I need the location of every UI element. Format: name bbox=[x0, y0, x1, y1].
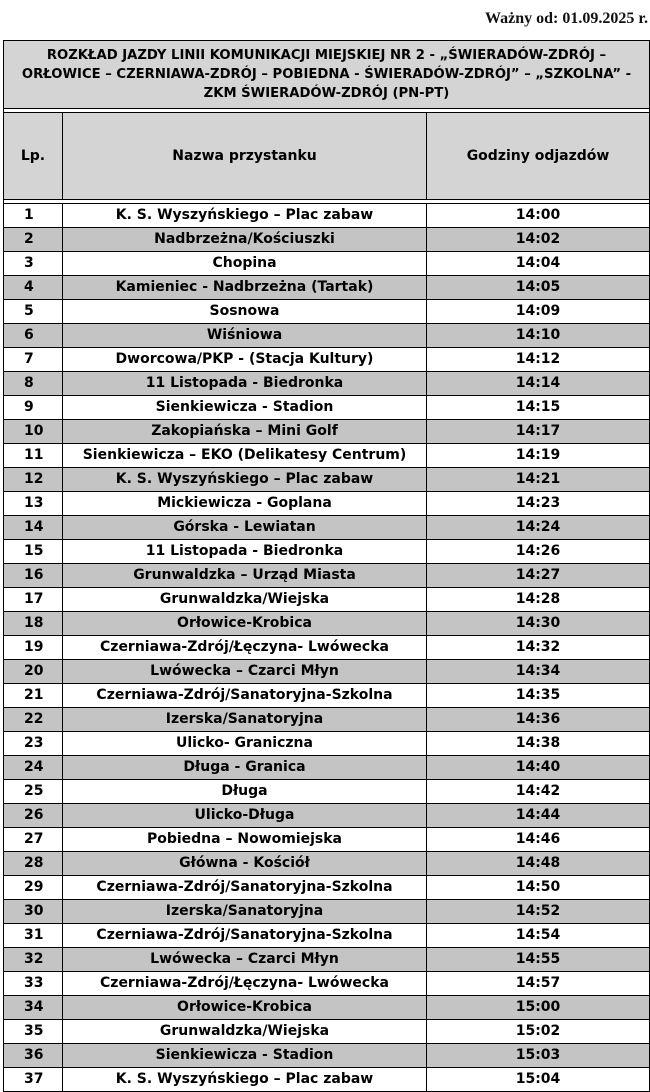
stop-name: Lwówecka – Czarci Młyn bbox=[63, 660, 427, 684]
row-number: 4 bbox=[4, 276, 63, 300]
table-row bbox=[4, 468, 650, 492]
table-row bbox=[4, 756, 650, 780]
stop-name: Pobiedna – Nowomiejska bbox=[63, 828, 427, 852]
departure-time: 15:02 bbox=[427, 1020, 650, 1044]
stop-name: Sienkiewicza - Stadion bbox=[63, 1044, 427, 1068]
departure-time: 14:21 bbox=[427, 468, 650, 492]
row-number: 6 bbox=[4, 324, 63, 348]
row-number: 36 bbox=[4, 1044, 63, 1068]
stop-name: Chopina bbox=[63, 252, 427, 276]
row-number: 1 bbox=[4, 204, 63, 228]
row-number: 12 bbox=[4, 468, 63, 492]
row-number: 8 bbox=[4, 372, 63, 396]
table-row bbox=[4, 708, 650, 732]
stop-name: Grunwaldzka/Wiejska bbox=[63, 588, 427, 612]
column-header-stop: Nazwa przystanku bbox=[63, 113, 427, 200]
row-number: 22 bbox=[4, 708, 63, 732]
stop-name: Czerniawa-Zdrój/Sanatoryjna-Szkolna bbox=[63, 924, 427, 948]
departure-time: 14:38 bbox=[427, 732, 650, 756]
departure-time: 14:55 bbox=[427, 948, 650, 972]
stop-name: Izerska/Sanatoryjna bbox=[63, 900, 427, 924]
stop-name: 11 Listopada - Biedronka bbox=[63, 372, 427, 396]
stop-name: Dworcowa/PKP - (Stacja Kultury) bbox=[63, 348, 427, 372]
table-row bbox=[4, 900, 650, 924]
table-row bbox=[4, 876, 650, 900]
table-row bbox=[4, 948, 650, 972]
stop-name: Sienkiewicza – EKO (Delikatesy Centrum) bbox=[63, 444, 427, 468]
table-row bbox=[4, 372, 650, 396]
row-number: 7 bbox=[4, 348, 63, 372]
departure-time: 15:00 bbox=[427, 996, 650, 1020]
row-number: 16 bbox=[4, 564, 63, 588]
table-row bbox=[4, 204, 650, 228]
stop-name: Czerniawa-Zdrój/Sanatoryjna-Szkolna bbox=[63, 876, 427, 900]
stop-name: Mickiewicza - Goplana bbox=[63, 492, 427, 516]
row-number: 9 bbox=[4, 396, 63, 420]
departure-time: 14:26 bbox=[427, 540, 650, 564]
departure-time: 14:54 bbox=[427, 924, 650, 948]
departure-time: 14:57 bbox=[427, 972, 650, 996]
stop-name: Orłowice-Krobica bbox=[63, 996, 427, 1020]
table-row bbox=[4, 804, 650, 828]
departure-time: 14:52 bbox=[427, 900, 650, 924]
table-row bbox=[4, 972, 650, 996]
row-number: 34 bbox=[4, 996, 63, 1020]
row-number: 24 bbox=[4, 756, 63, 780]
row-number: 20 bbox=[4, 660, 63, 684]
table-row bbox=[4, 420, 650, 444]
departure-time: 14:42 bbox=[427, 780, 650, 804]
departure-time: 14:44 bbox=[427, 804, 650, 828]
table-row bbox=[4, 564, 650, 588]
row-number: 25 bbox=[4, 780, 63, 804]
column-header-lp: Lp. bbox=[4, 113, 63, 200]
departure-time: 14:09 bbox=[427, 300, 650, 324]
row-number: 11 bbox=[4, 444, 63, 468]
row-number: 32 bbox=[4, 948, 63, 972]
stop-name: Kamieniec - Nadbrzeżna (Tartak) bbox=[63, 276, 427, 300]
table-row bbox=[4, 684, 650, 708]
title-row bbox=[4, 41, 650, 109]
row-number: 3 bbox=[4, 252, 63, 276]
timetable-title: ROZKŁAD JAZDY LINII KOMUNIKACJI MIEJSKIEJ NR 2 - „ŚWIERADÓW-ZDRÓJ – ORŁOWICE – CZERNIAWA-ZDRÓJ – POBIEDNA - ŚWIERADÓW-ZDRÓJ” – „SZKOLNA” - ZKM ŚWIERADÓW-ZDRÓJ (PN-PT) bbox=[4, 41, 650, 109]
timetable bbox=[3, 40, 650, 1092]
table-row bbox=[4, 660, 650, 684]
column-header-time: Godziny odjazdów bbox=[427, 113, 650, 200]
table-row bbox=[4, 996, 650, 1020]
table-row bbox=[4, 540, 650, 564]
stop-name: Czerniawa-Zdrój/Łęczyna- Lwówecka bbox=[63, 972, 427, 996]
row-number: 30 bbox=[4, 900, 63, 924]
departure-time: 14:50 bbox=[427, 876, 650, 900]
table-row bbox=[4, 396, 650, 420]
stop-name: K. S. Wyszyńskiego – Plac zabaw bbox=[63, 468, 427, 492]
table-row bbox=[4, 492, 650, 516]
row-number: 29 bbox=[4, 876, 63, 900]
row-number: 35 bbox=[4, 1020, 63, 1044]
row-number: 19 bbox=[4, 636, 63, 660]
table-row bbox=[4, 636, 650, 660]
row-number: 37 bbox=[4, 1068, 63, 1092]
stop-name: Długa bbox=[63, 780, 427, 804]
departure-time: 14:27 bbox=[427, 564, 650, 588]
table-row bbox=[4, 852, 650, 876]
stop-name: Orłowice-Krobica bbox=[63, 612, 427, 636]
row-number: 5 bbox=[4, 300, 63, 324]
stop-name: Czerniawa-Zdrój/Łęczyna- Lwówecka bbox=[63, 636, 427, 660]
table-row bbox=[4, 612, 650, 636]
row-number: 13 bbox=[4, 492, 63, 516]
table-row bbox=[4, 1020, 650, 1044]
header-row bbox=[4, 113, 650, 200]
stop-name: K. S. Wyszyńskiego – Plac zabaw bbox=[63, 1068, 427, 1092]
departure-time: 14:02 bbox=[427, 228, 650, 252]
table-row bbox=[4, 588, 650, 612]
row-number: 14 bbox=[4, 516, 63, 540]
stop-name: Grunwaldzka – Urząd Miasta bbox=[63, 564, 427, 588]
row-number: 10 bbox=[4, 420, 63, 444]
stop-name: Lwówecka – Czarci Młyn bbox=[63, 948, 427, 972]
row-number: 28 bbox=[4, 852, 63, 876]
stop-name: Ulicko- Graniczna bbox=[63, 732, 427, 756]
departure-time: 14:14 bbox=[427, 372, 650, 396]
departure-time: 14:15 bbox=[427, 396, 650, 420]
table-row bbox=[4, 228, 650, 252]
stop-name: Główna - Kościół bbox=[63, 852, 427, 876]
stop-name: Ulicko-Długa bbox=[63, 804, 427, 828]
table-row bbox=[4, 252, 650, 276]
row-number: 26 bbox=[4, 804, 63, 828]
departure-time: 14:48 bbox=[427, 852, 650, 876]
row-number: 27 bbox=[4, 828, 63, 852]
stop-name: Izerska/Sanatoryjna bbox=[63, 708, 427, 732]
stop-name: Zakopiańska – Mini Golf bbox=[63, 420, 427, 444]
row-number: 17 bbox=[4, 588, 63, 612]
stop-name: Długa - Granica bbox=[63, 756, 427, 780]
stop-name: 11 Listopada - Biedronka bbox=[63, 540, 427, 564]
departure-time: 14:35 bbox=[427, 684, 650, 708]
row-number: 2 bbox=[4, 228, 63, 252]
table-row bbox=[4, 348, 650, 372]
departure-time: 15:04 bbox=[427, 1068, 650, 1092]
table-row bbox=[4, 300, 650, 324]
row-number: 23 bbox=[4, 732, 63, 756]
row-number: 15 bbox=[4, 540, 63, 564]
departure-time: 14:00 bbox=[427, 204, 650, 228]
stop-name: Górska - Lewiatan bbox=[63, 516, 427, 540]
departure-time: 14:46 bbox=[427, 828, 650, 852]
row-number: 21 bbox=[4, 684, 63, 708]
departure-time: 14:34 bbox=[427, 660, 650, 684]
table-row bbox=[4, 1044, 650, 1068]
row-number: 31 bbox=[4, 924, 63, 948]
departure-time: 14:05 bbox=[427, 276, 650, 300]
departure-time: 14:24 bbox=[427, 516, 650, 540]
stop-name: Sosnowa bbox=[63, 300, 427, 324]
departure-time: 14:36 bbox=[427, 708, 650, 732]
stop-name: Czerniawa-Zdrój/Sanatoryjna-Szkolna bbox=[63, 684, 427, 708]
table-row bbox=[4, 1068, 650, 1092]
departure-time: 14:23 bbox=[427, 492, 650, 516]
departure-time: 14:17 bbox=[427, 420, 650, 444]
stop-name: K. S. Wyszyńskiego – Plac zabaw bbox=[63, 204, 427, 228]
table-row bbox=[4, 276, 650, 300]
row-number: 33 bbox=[4, 972, 63, 996]
row-number: 18 bbox=[4, 612, 63, 636]
stop-name: Nadbrzeżna/Kościuszki bbox=[63, 228, 427, 252]
stop-name: Wiśniowa bbox=[63, 324, 427, 348]
table-row bbox=[4, 324, 650, 348]
table-row bbox=[4, 828, 650, 852]
departure-time: 14:12 bbox=[427, 348, 650, 372]
departure-time: 14:04 bbox=[427, 252, 650, 276]
table-row bbox=[4, 780, 650, 804]
table-row bbox=[4, 732, 650, 756]
table-row bbox=[4, 924, 650, 948]
departure-time: 14:30 bbox=[427, 612, 650, 636]
table-row bbox=[4, 444, 650, 468]
departure-time: 14:28 bbox=[427, 588, 650, 612]
stop-name: Grunwaldzka/Wiejska bbox=[63, 1020, 427, 1044]
departure-time: 14:40 bbox=[427, 756, 650, 780]
stop-name: Sienkiewicza - Stadion bbox=[63, 396, 427, 420]
departure-time: 14:10 bbox=[427, 324, 650, 348]
valid-from-date: Ważny od: 01.09.2025 r. bbox=[485, 10, 648, 27]
departure-time: 14:19 bbox=[427, 444, 650, 468]
departure-time: 15:03 bbox=[427, 1044, 650, 1068]
departure-time: 14:32 bbox=[427, 636, 650, 660]
table-row bbox=[4, 516, 650, 540]
